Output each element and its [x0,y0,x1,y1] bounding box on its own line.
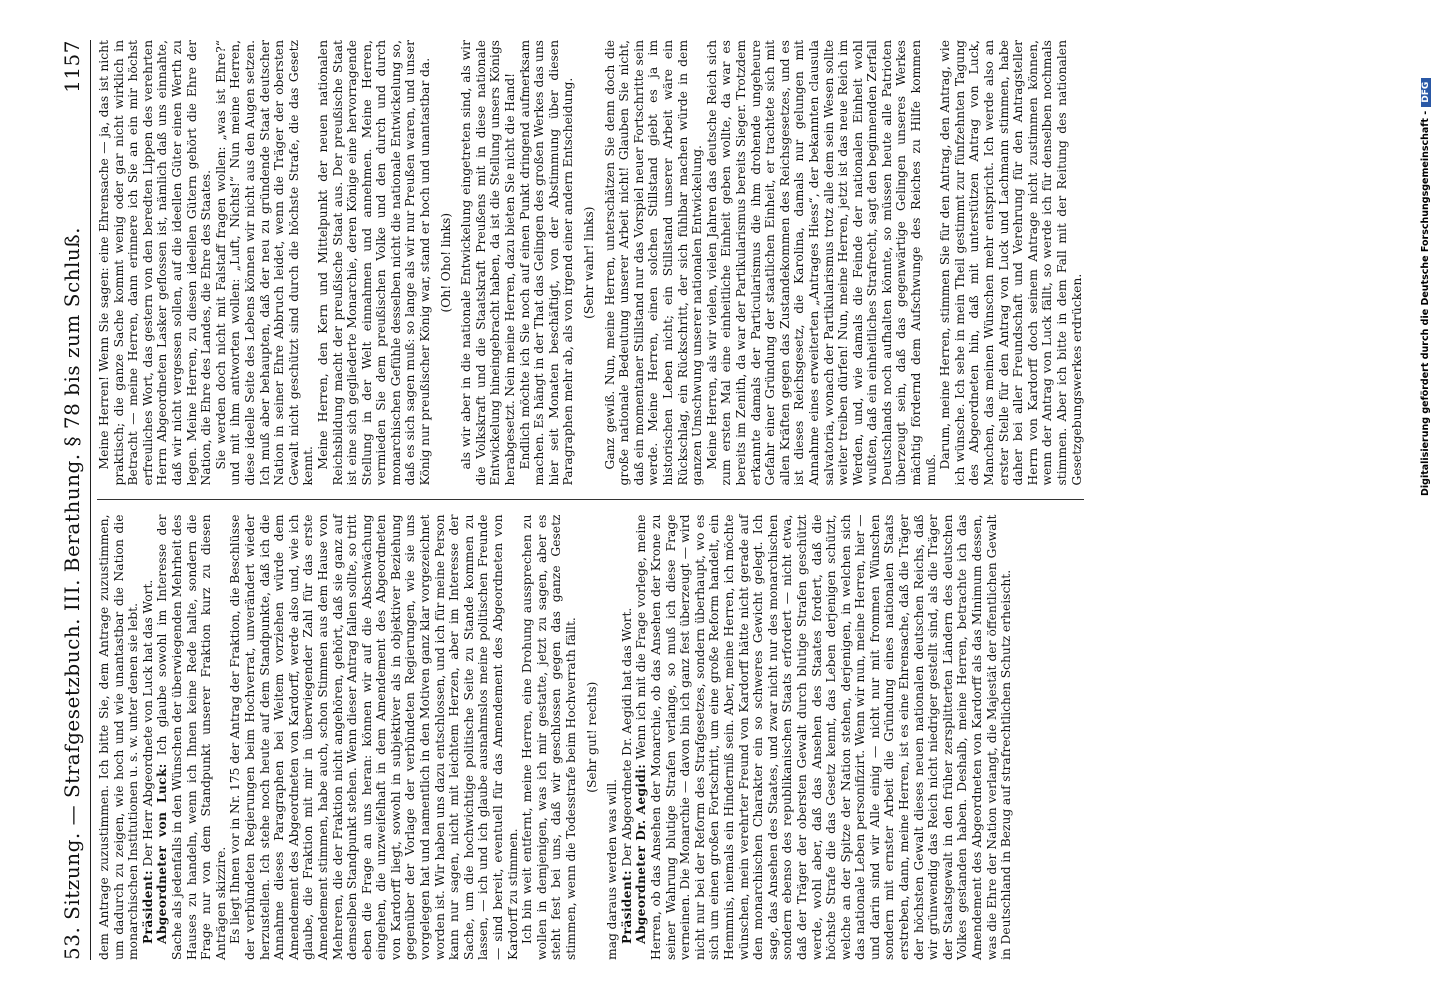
paragraph-text: Es liegt Ihnen vor in Nr. 175 der Antrag der Fraktion, die Beschlüsse der verbündeten Regierungen beim Hochverrat, unverändert wieder herzustellen. Ich stehe noch heute auf dem Standpunkte, daß ich die Annahme dieses Paragraphen bei Weitem vorziehen würde dem Amendement des Abgeordneten von Kardorff, werde also und, wie ich glaube, die Fraktion mit mir in überwiegender Zahl für das erste Amendement stimmen, habe auch, schon Stimmen aus dem Hause von Mehreren, die der Fraktion nicht angehören, gehört, daß sie ganz auf demselben Standpunkt stehen. Wenn dieser Antrag fallen sollte, so tritt eben die Frage an uns heran: können wir auf die Abschwächung eingehen, die unzweifelhaft in dem Amendement des Abgeordneten von Kardorff liegt, sowohl in subjektiver als in objektiver Beziehung gegenüber der Vorlage der verbündeten Regierungen, wie sie uns vorgelegen hat und namentlich in den Motiven ganz klar vorgezeichnet worden ist. Wir haben uns dazu entschlossen, und ich für meine Person kann nur sagen, nicht mit leichtem Herzen, aber im Interesse der Sache, um die hochwichtige politische Seite zu Stande kommen zu lassen, — ich und ich glaube ausnahmslos meine politischen Freunde — sind bereit, eventuell für das Amendement des Abgeordneten von Kardorff zu stimmen. [228,514,520,960]
digitization-credit [1420,78,1431,496]
paragraph-text: Darum, meine Herren, stimmen Sie für den Antrag, den Antrag, wie ich wünsche. Ich sehe in mein Theil gestimmt zur fünfzehnten Tagung des Abgeordneten hin, daß mit unterstützen Antrag von Luck, Manchen, das meinen Wünschen mehr entspricht. Ich werde also an erster Stelle für den Antrag von Luck und Lachmann stimmen, habe daher bei aller Freundschaft und Verehrung für den Antragsteller Herrn von Kardorff doch seinem Antrage nicht zustimmen können, wenn der Antrag von Luck fällt, so werde ich für denselben nochmals stimmen. Aber ich bitte in dem Fall mit der Reitung des nationalen Gesetzgebungswerkes erdrücken. [938,40,1084,486]
paragraph [214,40,316,486]
paragraph-text: Ich glaube sowohl im Interesse der Sache als jedenfalls in den Wünschen der überwiegenden Mehrheit des Hauses zu handeln, wenn ich Ihnen keine Rede halte, sondern die Frage nur von dem Standpunkt unserer Fraktion kurz zu diesen Anträgen skizzire. [155,514,228,960]
paragraph-text: Ganz gewiß. Nun, meine Herren, unterschätzen Sie denn doch die große nationale Bedeutung unserer Arbeit nicht! Glauben Sie nicht, daß ein momentaner Stillstand nur das Vorspiel neuer Fortschritte sein werde. Meine Herren, einen solchen Stillstand giebt es ja im historischen Leben nicht; ein Stillstand unserer Arbeit wäre ein Rückschlag, ein Rückschritt, der sich fühlbar machen würde in dem ganzen Umschwung unserer nationalen Entwickelung. [602,40,705,486]
paragraph-text: (Sehr gut! rechts) [584,681,599,793]
speech-paragraph [155,515,228,961]
interjection [439,40,454,486]
paragraph [97,515,141,961]
page-number: 1157 [60,40,84,93]
paragraph [459,40,517,486]
paragraph-text: (Sehr wahr! links) [582,206,596,319]
interjection [582,40,597,486]
paragraph [603,40,705,486]
speech-paragraph [620,515,635,961]
speech-paragraph [634,515,1013,961]
column-divider [97,500,1084,501]
paragraph [705,40,939,486]
speaker-name: Abgeordneter Dr. Aegidi: [633,763,649,944]
paragraph-text: Ich bin weit entfernt, meine Herren, eine Drohung aussprechen zu wollen in demjenigen, was ich mir gestatte, jetzt zu sagen, aber es steht fest bei uns, daß wir geschlossen gegen das ganze Gesetz stimmen, wenn die Todesstrafe beim Hochverrath fällt. [520,514,578,960]
left-column [97,515,1014,961]
paragraph-text: Meine Herren, als wir vielen, vielen Jahren das deutsche Reich sich zum ersten Mal eine einheitliche Einheit geben wollte, da war es bereits im Zenith, da war der Partikularismus bereits Sieger. Trotzdem erkannte damals der Particularismus die ihm drohende ungeheure Gefahr einer Gründung der staatlichen Einheit, er trachtete sich mit allen Kräften gegen das Zustandekommen des Reichsgesetzes, und es ist dieses Reichsgesetz, die Karolina, damals nur gelungen mit Annahme eines erweiterten „Antrages Hiess“, der bekannten clausula salvatoria, wonach der Partikularismus trotz alle dem sein Wesen sollte weiter treiben dürfen! Nun, meine Herren, jetzt ist das neue Reich im Werden, und, wie damals die Feinde der nationalen Einheit wohl wußten, daß ein einheitliches Strafrecht, sagt den beginnenden Zerfall Deutschlands noch aufhalten könnte, so müssen heute alle Patrioten überzeugt sein, daß das gegenwärtige Gelingen unseres Werkes mächtig fördernd dem Aufschwunge des Reiches zu Hilfe kommen muß. [704,40,938,486]
paragraph-text: Wenn ich mit die Frage vorlege, meine Herren, ob das Ansehen der Monarchie, ob das Ansehen der Krone zu seiner Wahrung blutige Strafen verlange, so muß ich diese Frage verneinen. Die Monarchie — davon bin ich ganz fest überzeugt — wird nicht nur bei der Reform des Strafgesetzes, sondern überhaupt, wo es sich um einen großen Fortschritt, um eine große Reform handelt, ein Hemmnis, niemals ein Hinderniß sein. Aber, meine Herren, ich möchte wünschen, mein verehrter Freund von Kardorff hätte nicht gerade auf den monarchischen Charakter ein so schweres Gewicht gelegt. Ich sage, das Ansehen des Staates, und zwar nicht nur des monarchischen sondern ebenso des republikanischen Staats erfordert — nicht etwa, daß der Träger der obersten Gewalt durch blutige Strafen geschützt werde, wohl aber, daß das Ansehen des Staates fordert, daß die höchste Strafe die das Gesetz kennt, das Leben derjenigen schützt, welche an der Spitze der Nation stehen, derjenigen, in welchen sich das nationale Leben personifizirt. Wenn wir nun, meine Herren, hier — und darin sind wir Alle einig — nicht nur mit frommen Wünschen sondern mit ernster Arbeit die Gründung eines nationalen Staats erstreben, dann, meine Herren, ist es eine Ehrensache, daß die Träger der höchsten Gewalt dieses neuen nationalen deutschen Reichs, daß wir grünwendig das Reich nicht niedriger gestellt sind, als die Träger der Staatsgewalt in den früher zersplitterten Ländern des deutschen Volkes gestanden haben. Deshalb, meine Herren, betrachte ich das Amendement des Abgeordneten von Kardorff als das Minimum dessen, was die Ehre der Nation verlangt, die Majestät der öffentlichen Gewalt in Deutschland in Bezug auf strafrechtlichen Schutz erheischt. [634,514,1014,960]
paragraph-text: Endlich möchte ich Sie noch auf einen Punkt dringend aufmerksam machen. Es hängt in der That das Gelingen des großen Werkes das uns hier seit Monaten beschäftigt, von der Abstimmung über diesen Paragraphen mehr ab, als von irgend einer andern Entscheidung. [517,40,576,486]
paragraph-text: Meine Herren! Wenn Sie sagen: eine Ehrensache — ja, das ist nicht praktisch; die ganze Sache kommt wenig oder gar nicht wirklich in Betracht — meine Herren, dann erinnere ich Sie an ein mir höchst erfreuliches Wort, das gestern von den beredten Lippen des verehrten Herrn Abgeordneten Lasker geflossen ist, nämlich daß uns einnahte, daß wir nicht vergessen sollen, auf die ideellen Güter einen Werth zu legen. Meine Herren, zu diesen ideellen Gütern gehört die Ehre der Nation, die Ehre des Landes, die Ehre des Staates. [97,40,214,486]
paragraph-text: mag daraus werden was will. [605,778,620,960]
paragraph [938,40,1084,486]
paragraph-text: als wir aber in die nationale Entwickelung eingetreten sind, als wir die Volkskraft und die Staatskraft Preußens mit in diese nationale Entwickelung hineingebracht haben, da ist die Stellung unsers Königs herabgesetzt. Nein meine Herren, dazu bieten Sie nicht die Hand! [459,40,518,486]
running-title: 53. Sitzung. — Strafgesetzbuch. III. Berathung. § 78 bis zum Schluß. [60,226,84,960]
credit-text: Digitalisierung gefördert durch die Deutsche Forschungsgemeinschaft - [1420,110,1431,496]
paragraph-text: Der Herr Abgeordnete von Luck hat das Wort. [140,579,155,867]
speaker-name: Präsident: [139,870,155,944]
interjection [585,515,600,961]
paragraph-text: dem Antrage zuzustimmen. Ich bitte Sie, dem Antrage zuzustimmen, um dadurch zu zeigen, wie hoch und wie unantastbar die Nation die monarchischen Institutionen u. s. w. unter denen sie lebt. [97,514,141,960]
paragraph [97,40,214,486]
text-columns [90,40,1084,960]
dfg-logo: DFG [1421,78,1431,107]
page-header [60,40,90,960]
paragraph [518,40,576,486]
right-column [97,40,1084,486]
paragraph [316,40,433,486]
paragraph [605,515,620,961]
paragraph [228,515,520,961]
paragraph [520,515,578,961]
speaker-name: Präsident: [618,870,634,944]
paragraph-text: Sie werden doch nicht mit Falstaff fragen wollen: „was ist Ehre?“ und mit ihm antworten wollen: „Luft, Nichts!“ Nun meine Herren, diese ideelle Seite des Lebens können wir nicht aus den Augen setzen. Ich muß aber behaupten, daß der neu zu gründende Staat deutscher Nation in seiner Ehre Abbruch leidet, wenn die Träger der obersten Gewalt nicht geschützt sind durch die höchste Strafe, die das Gesetz kennt. [213,40,316,486]
paragraph-text: Meine Herren, den Kern und Mittelpunkt der neuen nationalen Reichsbildung macht der preußische Staat aus. Der preußische Staat ist eine sich gegliederte Monarchie, deren Könige eine hervorragende Stellung in der Welt einnahmen und annehmen. Meine Herren, vermieden Sie dem preußischen Volke und den durch und durch monarchischen Gefühle desselben nicht die nationale Entwickelung so, daß es sich sagen muß: so lange als wir nur Preußen waren, und unser König nur preußischer König war, stand er hoch und unantastbar da. [315,40,433,486]
paragraph-text: (Oh! Oho! links) [438,212,453,313]
paragraph-text: Der Abgeordnete Dr. Aegidi hat das Wort. [619,607,634,867]
speech-paragraph [141,515,156,961]
speaker-name: Abgeordneter von Luck: [154,763,170,944]
